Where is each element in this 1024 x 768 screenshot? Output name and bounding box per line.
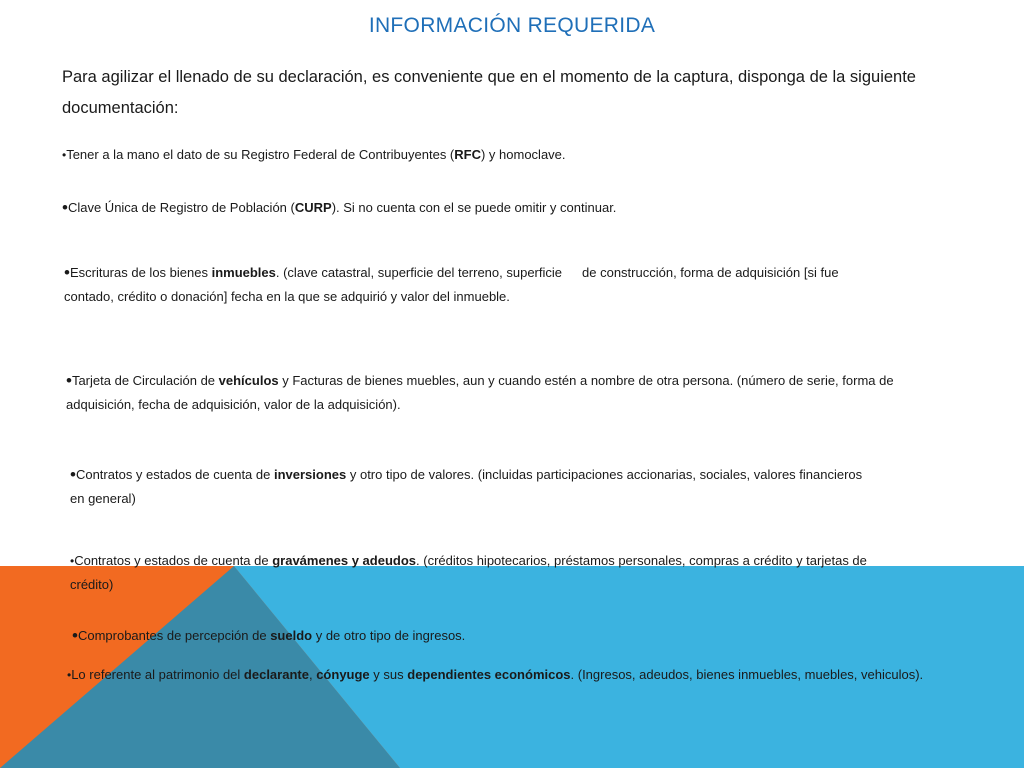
item-bold: CURP (294, 200, 332, 215)
item-bold: sueldo (270, 628, 313, 643)
item-text: ). Si no cuenta con el se puede omitir y continuar. (331, 200, 617, 215)
list-item-patrimonio (67, 663, 1007, 687)
item-text: . (créditos hipotecarios, préstamos personales, compras a crédito y tarjetas de (416, 553, 867, 568)
bullet-icon: • (62, 148, 67, 162)
bullet-icon: • (70, 465, 76, 484)
intro-paragraph: Para agilizar el llenado de su declaración, es conveniente que en el momento de la captura, disponga de la siguiente documentación: (62, 68, 916, 117)
list-item-gravamenes (70, 549, 970, 597)
item-bold: RFC (454, 147, 481, 162)
item-text: Contratos y estados de cuenta de (75, 467, 274, 482)
item-text: adquisición, fecha de adquisición, valor de la adquisición). (66, 397, 401, 412)
item-text: de construcción, forma de adquisición [si fue (582, 265, 839, 280)
item-text: , (308, 667, 317, 682)
slide-title: INFORMACIÓN REQUERIDA (368, 14, 656, 37)
item-text: ) y homoclave. (480, 147, 566, 162)
item-text: contado, crédito o donación] fecha en la que se adquirió y valor del inmueble. (64, 289, 510, 304)
item-bold: inmuebles (211, 265, 276, 280)
item-text: Comprobantes de percepción de (77, 628, 271, 643)
list-item-inmuebles (64, 261, 964, 309)
bullet-icon: • (64, 263, 70, 282)
list-item-curp (62, 196, 616, 220)
item-text: . (clave catastral, superficie del terreno, superficie (275, 265, 563, 280)
list-item-sueldo (72, 624, 465, 648)
item-bold: vehículos (218, 373, 279, 388)
item-bold: cónyuge (316, 667, 370, 682)
item-text: y Facturas de bienes muebles, aun y cuando estén a nombre de otra persona. (número de serie, forma de (278, 373, 894, 388)
item-text: Lo referente al patrimonio del (71, 667, 244, 682)
bullet-icon: • (66, 371, 72, 390)
bullet-icon: • (72, 626, 78, 645)
item-text: en general) (70, 491, 136, 506)
bullet-icon: • (70, 554, 75, 568)
bullet-icon: • (67, 668, 72, 682)
list-item-inversiones (70, 463, 970, 511)
item-text: crédito) (70, 577, 114, 592)
item-text: Contratos y estados de cuenta de (74, 553, 273, 568)
item-text: y de otro tipo de ingresos. (312, 628, 466, 643)
item-bold: gravámenes y adeudos (272, 553, 417, 568)
item-bold: dependientes económicos (407, 667, 571, 682)
list-item-vehiculos (66, 369, 986, 417)
item-text: Tarjeta de Circulación de (71, 373, 219, 388)
item-text: . (Ingresos, adeudos, bienes inmuebles, muebles, vehiculos). (570, 667, 924, 682)
item-text: Tener a la mano el dato de su Registro Federal de Contribuyentes ( (66, 147, 455, 162)
item-text: Escrituras de los bienes (69, 265, 212, 280)
item-text: y sus (369, 667, 408, 682)
item-bold: inversiones (273, 467, 347, 482)
list-item-rfc (62, 143, 566, 167)
item-text: y otro tipo de valores. (incluidas participaciones accionarias, sociales, valores financieros (346, 467, 863, 482)
item-text: Clave Única de Registro de Población ( (67, 200, 295, 215)
item-bold: declarante (243, 667, 309, 682)
bullet-icon: • (62, 198, 68, 217)
